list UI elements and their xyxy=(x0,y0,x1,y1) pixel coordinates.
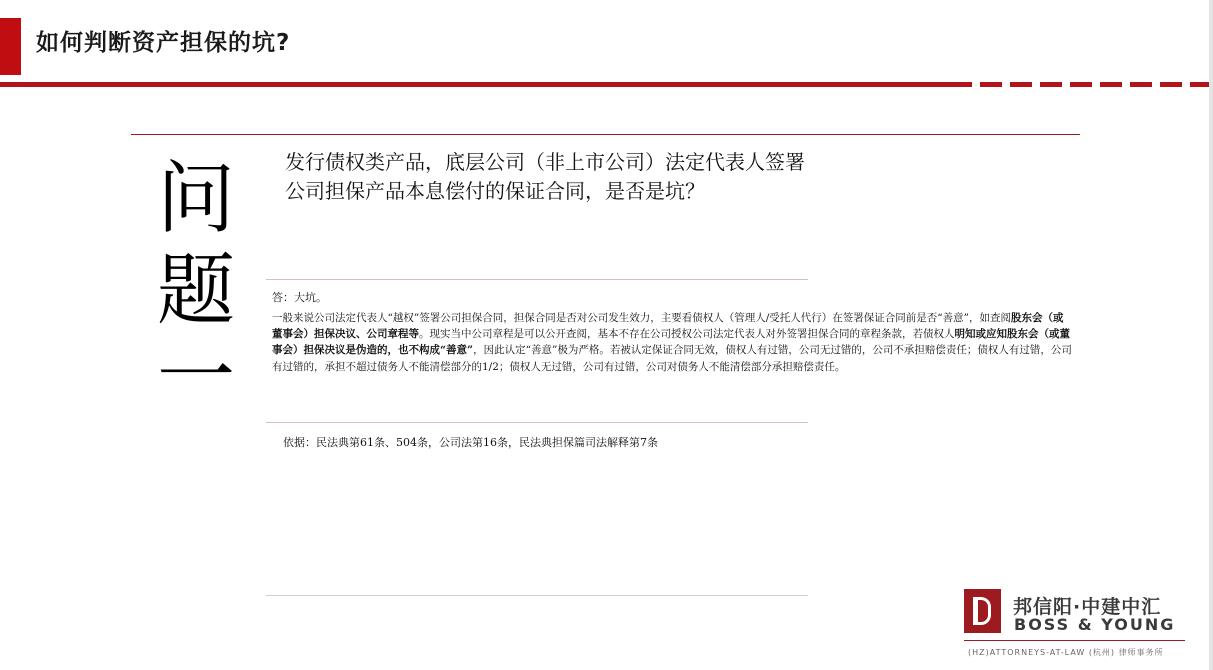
firm-logo-icon xyxy=(964,589,1001,633)
answer-text-2: 。现实当中公司章程是可以公开查阅，基本不存在公司授权公司法定代表人对外签署担保合同的章程条款，若债权人 xyxy=(419,328,955,341)
side-title-char-1: 问 xyxy=(157,154,236,244)
firm-name-cn: 邦信阳·中建中汇 xyxy=(1013,596,1162,618)
side-title-char-3: 一 xyxy=(157,332,236,422)
bottom-rule xyxy=(266,595,808,596)
answer-text-1: 一般来说公司法定代表人“越权”签署公司担保合同，担保合同是否对公司发生效力，主要看债权人（管理人/受托人代行）在签署保证合同前是否“善意”，如查阅 xyxy=(272,312,1012,324)
header-dashed-divider xyxy=(950,82,1213,87)
legal-basis: 依据：民法典第61条、504条，公司法第16条，民法典担保篇司法解释第7条 xyxy=(283,436,658,449)
content-top-rule xyxy=(131,134,1080,135)
header-divider xyxy=(0,82,950,87)
question-text: 发行债权类产品，底层公司（非上市公司）法定代表人签署公司担保产品本息偿付的保证合同，是否是坑？ xyxy=(285,150,805,203)
page-title: 如何判断资产担保的坑? xyxy=(36,30,291,56)
answer-text-3: ，因此认定“善意”极为严格。若被认定保证合同无效，债权人有过错，公司无过错的，公司不承担赔偿责任；债权人有过错，公司有过错的，承担不超过债务人不能清偿部分的1/2；债权人无过错，公司有过错，公司对债务人不能清偿部分承担赔偿责任。 xyxy=(272,344,1072,373)
answer-body xyxy=(272,310,1072,375)
scrollbar[interactable] xyxy=(1209,0,1213,670)
side-title-char-2: 题 xyxy=(157,246,236,336)
firm-subtitle: (HZ)ATTORNEYS-AT-LAW (杭州) 律师事务所 xyxy=(968,648,1164,657)
header-accent-bar xyxy=(0,18,21,75)
answer-title: 答：大坑。 xyxy=(272,291,327,304)
firm-name-en: BOSS & YOUNG xyxy=(1014,615,1176,634)
logo-divider xyxy=(964,640,1185,641)
answer-bottom-rule xyxy=(266,422,808,423)
answer-emphasis-1: 股东会（或董事会）担保决议、公司章程等 xyxy=(272,312,1064,341)
answer-emphasis-2: 明知或应知股东会（或董事会）担保决议是伪造的，也不构成“善意” xyxy=(272,328,1070,357)
answer-top-rule xyxy=(266,279,808,280)
